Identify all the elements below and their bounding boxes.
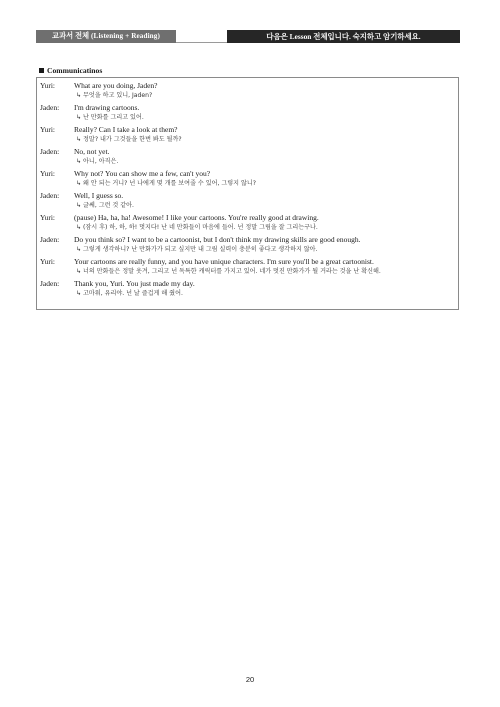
korean-translation: ↳ 그렇게 생각하니? 난 만화가가 되고 싶지만 내 그림 실력이 충분히 좋다고 생각하지 않아. [76,246,318,253]
korean-translation: ↳ 정말? 내가 그것들을 한번 봐도 될까? [76,136,182,143]
korean-translation: ↳ 무엇을 하고 있니, Jaden? [76,92,153,99]
korean-translation: ↳ 너의 만화들은 정말 웃겨, 그리고 넌 독특한 캐릭터를 가지고 있어. 네가 멋진 만화가가 될 거라는 것을 난 확신해. [76,268,381,275]
dialog-turn [40,190,458,210]
korean-translation: ↳ (잠시 후) 하, 하, 하! 멋지다! 난 네 만화들이 마음에 들어. 넌 정말 그림을 잘 그리는구나. [76,224,318,231]
speaker-label: Yuri: [40,169,55,178]
dialog-turn [40,146,458,166]
speaker-label: Yuri: [40,125,55,134]
korean-translation: ↳ 아니, 아직은. [76,158,119,165]
header-left-tab: 교과서 전체 (Listening + Reading) [36,30,176,43]
korean-translation: ↳ 글쎄, 그런 것 같아. [76,202,134,209]
english-line: Your cartoons are really funny, and you have unique characters. I'm sure you'll be a great cartoonist. [74,257,374,266]
speaker-label: Yuri: [40,257,55,266]
korean-translation: ↳ 난 만화를 그리고 있어. [76,114,144,121]
dialog-turn [40,278,458,298]
korean-translation: ↳ 왜 안 되는 거니? 넌 나에게 몇 개를 보여줄 수 있어, 그렇지 않니? [76,180,256,187]
dialog-turn [40,234,458,254]
dialog-turn [40,124,458,144]
english-line: Really? Can I take a look at them? [74,125,178,134]
english-line: Why not? You can show me a few, can't you? [74,169,211,178]
dialog-box [36,77,459,310]
korean-translation: ↳ 고마워, 유리야. 넌 날 즐겁게 해 줬어. [76,290,183,297]
english-line: I'm drawing cartoons. [74,103,140,112]
english-line: Do you think so? I want to be a cartoonist, but I don't think my drawing skills are good enough. [74,235,361,244]
english-line: No, not yet. [74,147,110,156]
speaker-label: Jaden: [40,103,60,112]
square-bullet-icon [39,68,44,73]
page-header [36,30,460,43]
dialog-turn [40,168,458,188]
header-divider [176,42,227,43]
dialog-turn [40,212,458,232]
english-line: Thank you, Yuri. You just made my day. [74,279,195,288]
english-line: (pause) Ha, ha, ha! Awesome! I like your cartoons. You're really good at drawing. [74,213,319,222]
header-right-banner: 다음은 Lesson 전체입니다. 숙지하고 암기하세요. [227,30,460,43]
speaker-label: Jaden: [40,279,60,288]
section-title-text: Communicatinos [47,66,103,75]
speaker-label: Yuri: [40,213,55,222]
speaker-label: Jaden: [40,235,60,244]
section-title [39,66,102,75]
speaker-label: Jaden: [40,191,60,200]
dialog-turn [40,80,458,100]
page-number: 20 [245,675,255,684]
dialog-turn [40,256,458,276]
english-line: What are you doing, Jaden? [74,81,158,90]
english-line: Well, I guess so. [74,191,124,200]
speaker-label: Yuri: [40,81,55,90]
speaker-label: Jaden: [40,147,60,156]
dialog-turn [40,102,458,122]
